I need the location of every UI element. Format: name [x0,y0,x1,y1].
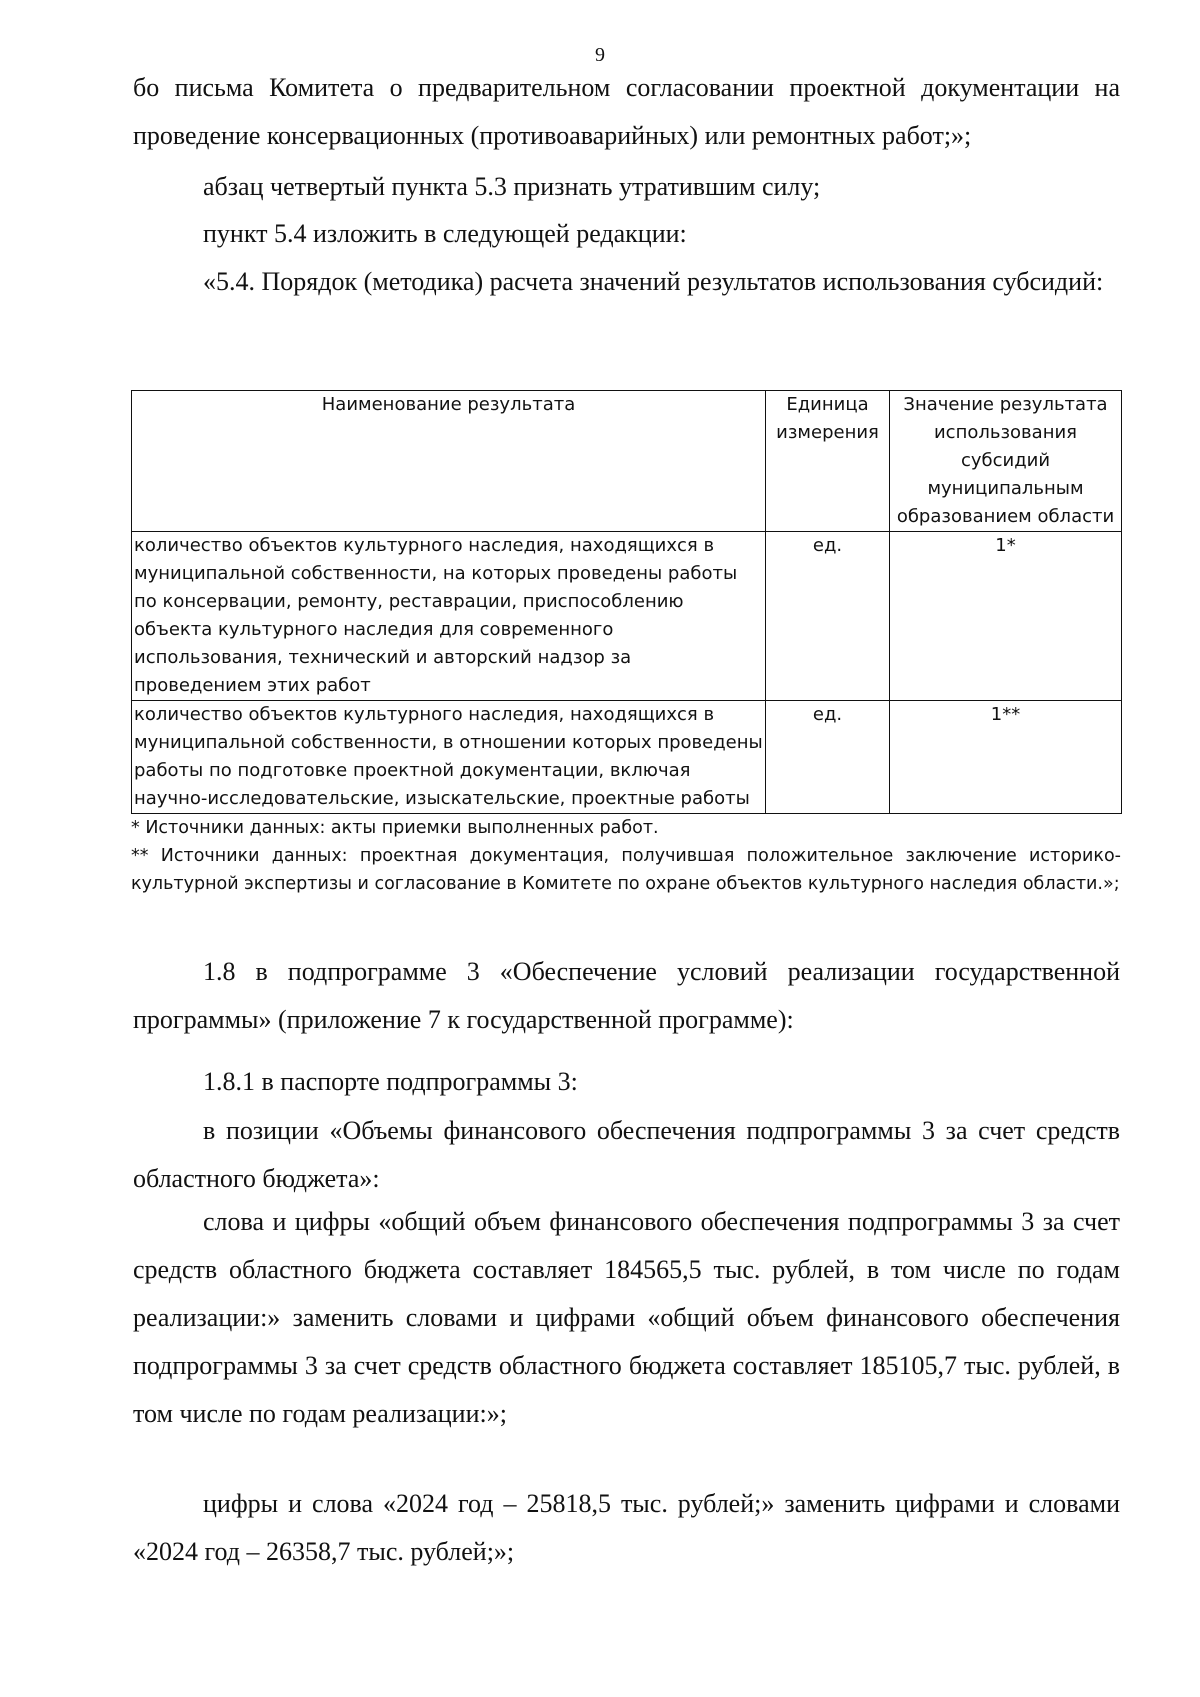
header-value: Значение результата использования субсидий муниципальным образованием области [890,391,1122,532]
paragraph-text: бо письма Комитета о предварительном согласовании проектной документации на проведение консервационных (противоаварийных) или ремонтных работ;»; [133,73,1120,150]
footnote-1: * Источники данных: акты приемки выполненных работ. [131,818,659,838]
paragraph-total-volume [133,1198,1120,1438]
paragraph-continuation [133,64,1120,160]
table-footnotes [131,814,1121,898]
paragraph-text: «5.4. Порядок (методика) расчета значений результатов использования субсидий: [203,267,1104,296]
cell-result-name: количество объектов культурного наследия, находящихся в муниципальной собственности, на которых проведены работы по консервации, ремонту, реставрации, приспособлению объекта культурного наследия для современного использования, технический и авторский надзор за проведением этих работ [132,532,766,701]
paragraph-position [133,1107,1120,1203]
cell-result-name: количество объектов культурного наследия, находящихся в муниципальной собственности, в отношении которых проведены работы по подготовке проектной документации, включая научно-исследовательские, изыскательские, проектные работы [132,701,766,814]
paragraph-5-3-repeal [133,163,1120,211]
cell-value: 1** [890,701,1122,814]
paragraph-text: слова и цифры «общий объем финансового обеспечения подпрограммы 3 за счет средств областного бюджета составляет 184565,5 тыс. рублей, в том числе по годам реализации:» заменить словами и цифрами «общий объем финансового обеспечения подпрограммы 3 за счет средств областного бюджета составляет 185105,7 тыс. рублей, в том числе по годам реализации:»; [133,1207,1120,1428]
paragraph-text: абзац четвертый пункта 5.3 признать утратившим силу; [203,172,821,201]
paragraph-text: 1.8 в подпрограмме 3 «Обеспечение условий реализации государственной программы» (приложение 7 к государственной программе): [133,957,1120,1034]
footnote-2: ** Источники данных: проектная документация, получившая положительное заключение историко-культурной экспертизы и согласование в Комитете по охране объектов культурного наследия области.»; [131,846,1121,894]
table-header-row [132,391,1122,532]
paragraph-5-4-intro [133,210,1120,258]
paragraph-text: в позиции «Объемы финансового обеспечения подпрограммы 3 за счет средств областного бюджета»: [133,1116,1120,1193]
cell-unit: ед. [766,532,890,701]
paragraph-text: пункт 5.4 изложить в следующей редакции: [203,219,687,248]
page-number: 9 [595,44,605,66]
paragraph-text: цифры и слова «2024 год – 25818,5 тыс. рублей;» заменить цифрами и словами «2024 год – 26358,7 тыс. рублей;»; [133,1489,1120,1566]
paragraph-5-4-method [133,258,1120,306]
results-table [131,390,1122,814]
cell-unit: ед. [766,701,890,814]
table-row [132,532,1122,701]
paragraph-2024-amount [133,1480,1120,1576]
cell-value: 1* [890,532,1122,701]
paragraph-1-8 [133,948,1120,1044]
paragraph-text: 1.8.1 в паспорте подпрограммы 3: [203,1067,578,1096]
header-unit: Единица измерения [766,391,890,532]
paragraph-1-8-1 [133,1058,1120,1106]
header-result-name: Наименование результата [132,391,766,532]
table-row [132,701,1122,814]
